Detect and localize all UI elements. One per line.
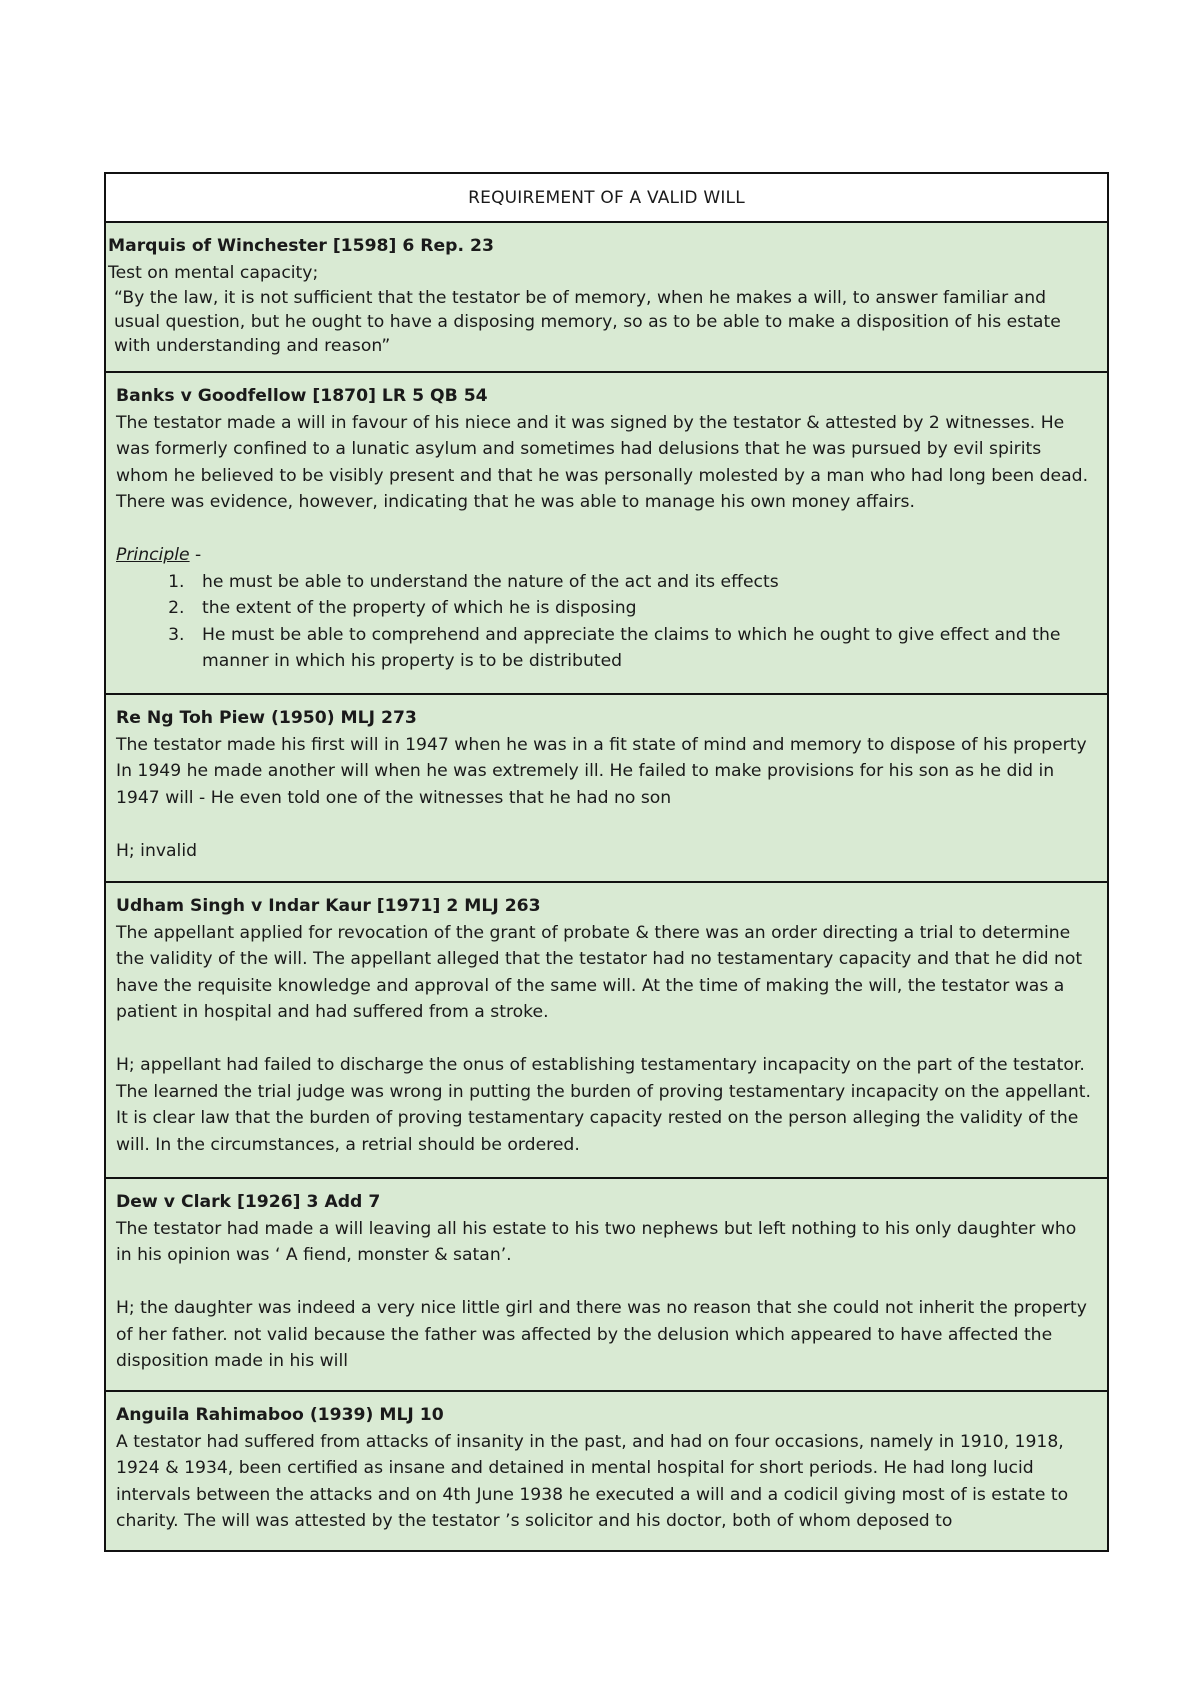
principles-list [116, 569, 1097, 675]
list-item: 1. he must be able to understand the nature of the act and its effects [190, 569, 1097, 596]
case-facts: The testator made a will in favour of his niece and it was signed by the testator & attested by 2 witnesses. He was formerly confined to a lunatic asylum and sometimes had delusions that he was pursued by evil spirits whom he believed to be visibly present and that he was personally molested by a man who had long been dead. There was evidence, however, indicating that he was able to manage his own money affairs. [116, 412, 1089, 512]
spacer [116, 1269, 1097, 1296]
case-facts: The appellant applied for revocation of the grant of probate & there was an order directing a trial to determine the validity of the will. The appellant alleged that the testator had no testamentary capacity and that he did not have the requisite knowledge and approval of the same will. At the time of making the will, the testator was a patient in hospital and had suffered from a stroke. [116, 922, 1083, 1022]
case-holding: H; the daughter was indeed a very nice little girl and there was no reason that she could not inherit the property of her father. not valid because the father was affected by the delusion which appeared to have affected the disposition made in his will [116, 1298, 1087, 1371]
case-row-marquis-of-winchester [106, 223, 1107, 373]
case-quote: “By the law, it is not sufficient that the testator be of memory, when he makes a will, to answer familiar and usual question, but he ought to have a disposing memory, so as to be able to make a disposition of his estate with understanding and reason” [114, 288, 1061, 356]
case-row-anguila-rahimaboo [106, 1392, 1107, 1550]
principle-label: Principle [116, 545, 190, 565]
case-facts: The testator made his first will in 1947 when he was in a fit state of mind and memory to dispose of his property In 1949 he made another will when he was extremely ill. He failed to make provisions for his son as he did in 1947 will - He even told one of the witnesses that he had no son [116, 734, 1087, 808]
case-holding: H; invalid [116, 840, 198, 861]
case-title: Anguila Rahimaboo (1939) MLJ 10 [116, 1405, 444, 1425]
case-title: Marquis of Winchester [1598] 6 Rep. 23 [108, 236, 494, 256]
case-holding: H; appellant had failed to discharge the onus of establishing testamentary incapacity on the part of the testator. The learned the trial judge was wrong in putting the burden of proving testamentary incapacity on the appellant. It is clear law that the burden of proving testamentary capacity rested on the person alleging the validity of the will. In the circumstances, a retrial should be ordered. [116, 1055, 1091, 1155]
case-row-re-ng-toh-piew [106, 695, 1107, 883]
case-test-line: Test on mental capacity; [108, 262, 319, 283]
list-item: 3. He must be able to comprehend and appreciate the claims to which he ought to give effect and the manner in which his property is to be distributed [190, 622, 1097, 675]
table-heading: REQUIREMENT OF A VALID WILL [106, 174, 1107, 223]
case-row-banks-v-goodfellow [106, 373, 1107, 695]
case-title: Re Ng Toh Piew (1950) MLJ 273 [116, 708, 417, 728]
spacer [116, 811, 1097, 838]
list-item: 2. the extent of the property of which he is disposing [190, 595, 1097, 622]
principle-heading [116, 542, 1097, 569]
principle-suffix: - [189, 545, 202, 565]
case-title: Banks v Goodfellow [1870] LR 5 QB 54 [116, 386, 488, 406]
case-row-udham-singh-v-indar-kaur [106, 883, 1107, 1179]
case-facts: A testator had suffered from attacks of insanity in the past, and had on four occasions, namely in 1910, 1918, 1924 & 1934, been certified as insane and detained in mental hospital for short periods. He had long lucid intervals between the attacks and on 4th June 1938 he executed a will and a codicil giving most of is estate to charity. The will was attested by the testator ’s solicitor and his doctor, both of whom deposed to [116, 1431, 1069, 1531]
case-title: Udham Singh v Indar Kaur [1971] 2 MLJ 263 [116, 896, 541, 916]
case-row-dew-v-clark [106, 1179, 1107, 1392]
case-facts: The testator had made a will leaving all his estate to his two nephews but left nothing to his only daughter who in his opinion was ‘ A fiend, monster & satan’. [116, 1218, 1077, 1265]
requirements-table [104, 172, 1109, 1552]
spacer [116, 1026, 1097, 1053]
case-title: Dew v Clark [1926] 3 Add 7 [116, 1192, 381, 1212]
spacer [116, 516, 1097, 543]
